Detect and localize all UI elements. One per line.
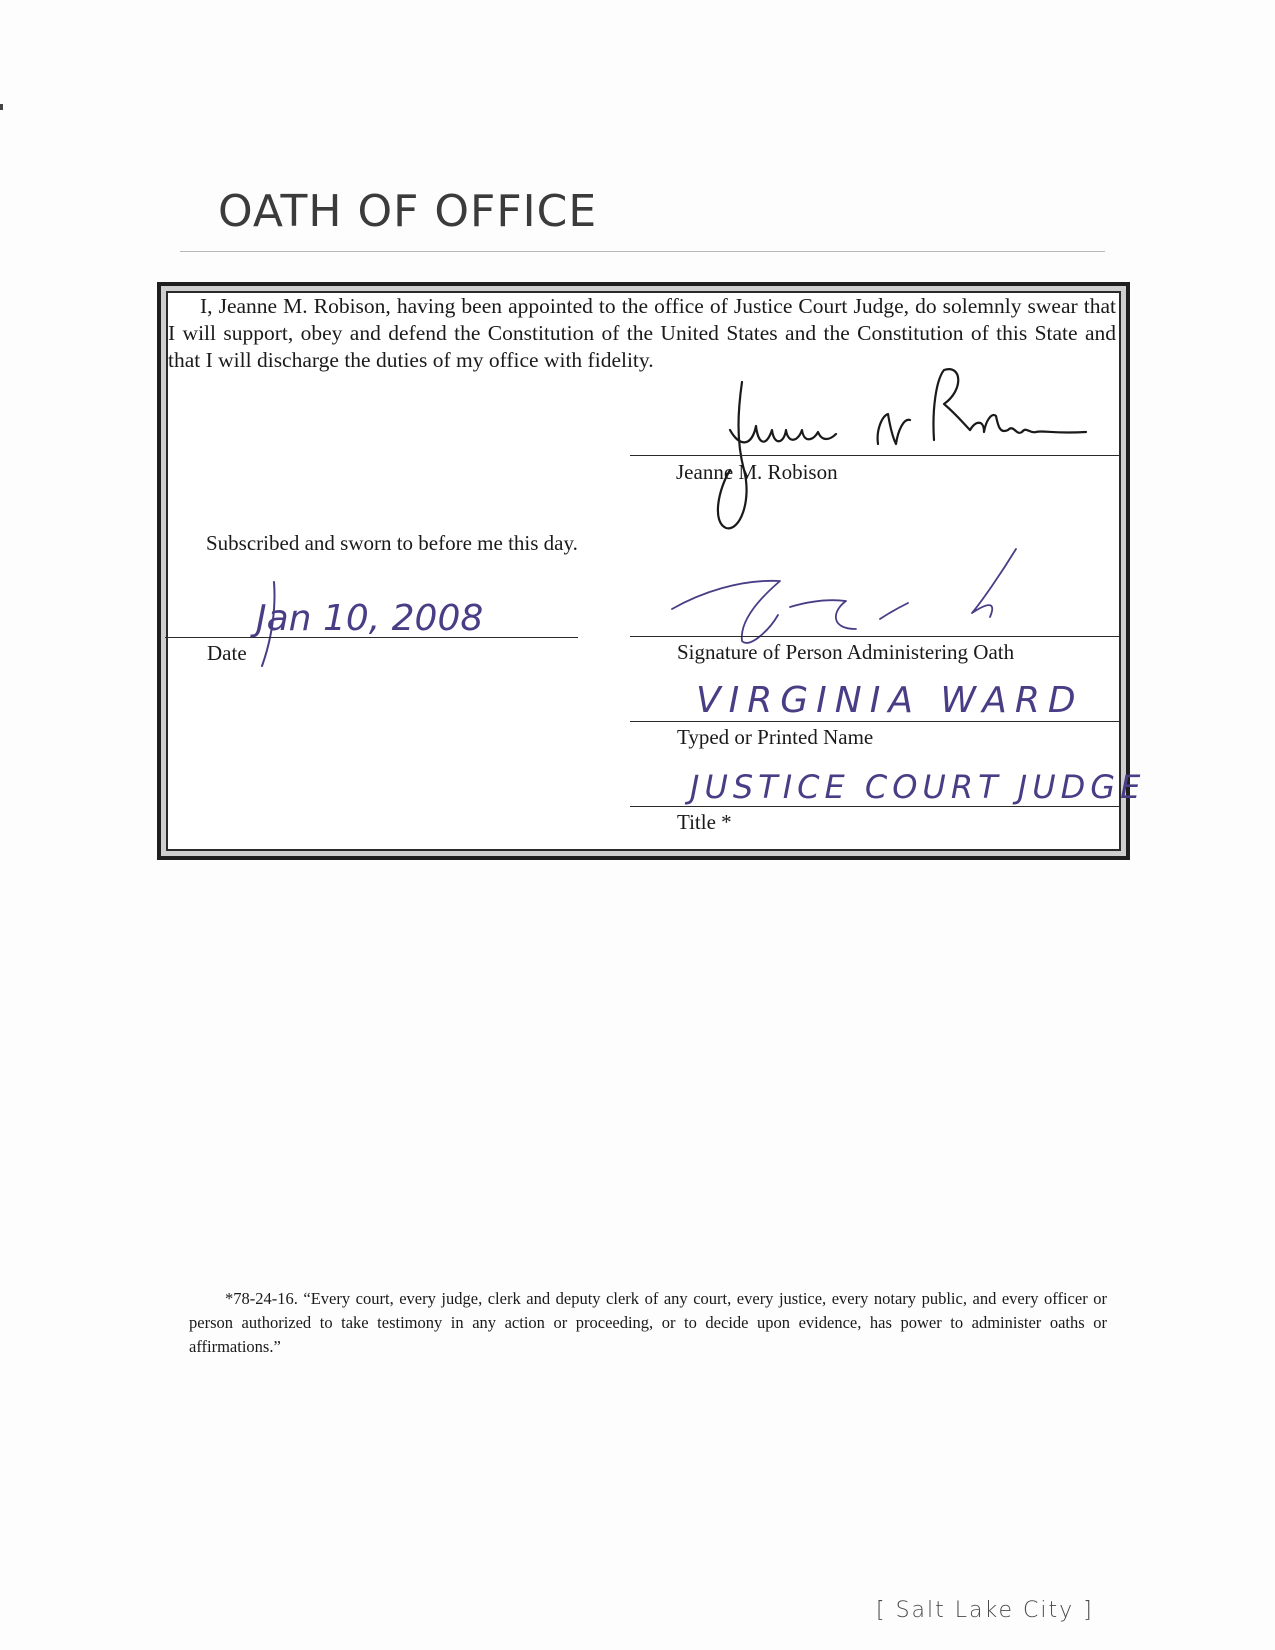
page-title: OATH OF OFFICE: [218, 186, 598, 237]
oath-statement: I, Jeanne M. Robison, having been appointed to the office of Justice Court Judge, do solemnly swear that I will support, obey and defend the Constitution of the United States and the Constitution of this State and that I will discharge the duties of my office with fidelity.: [168, 294, 1116, 372]
signer-signature: [700, 360, 1100, 540]
printed-name-label: Typed or Printed Name: [677, 725, 874, 749]
signer-signature-line: [630, 455, 1120, 456]
printed-name-handwritten: VIRGINIA WARD: [696, 680, 1084, 721]
statute-footnote: [189, 1287, 1107, 1359]
date-line: [165, 637, 578, 638]
location-note: [ Salt Lake City ]: [876, 1598, 1094, 1623]
printed-name-line: [630, 721, 1120, 722]
footnote-text: *78-24-16. “Every court, every judge, clerk and deputy clerk of any court, every justice, every notary public, and every officer or person authorized to take testimony in any action or proceeding, or to decide upon evidence, has power to administer oaths or affirmations.”: [189, 1289, 1107, 1356]
administrator-signature-line: [630, 636, 1120, 637]
title-handwritten: JUSTICE COURT JUDGE: [690, 768, 1146, 806]
title-line: [630, 806, 1120, 807]
date-label: Date: [207, 641, 247, 665]
signer-name-label: Jeanne M. Robison: [676, 460, 838, 484]
title-label: Title *: [677, 810, 732, 834]
scan-edge-mark: [0, 104, 3, 110]
administrator-signature-label: Signature of Person Administering Oath: [677, 640, 1015, 664]
title-divider: [180, 251, 1105, 252]
subscribed-statement: Subscribed and sworn to before me this day.: [206, 531, 578, 555]
date-handwritten: Jan 10, 2008: [256, 598, 484, 639]
date-flourish: [256, 578, 286, 670]
